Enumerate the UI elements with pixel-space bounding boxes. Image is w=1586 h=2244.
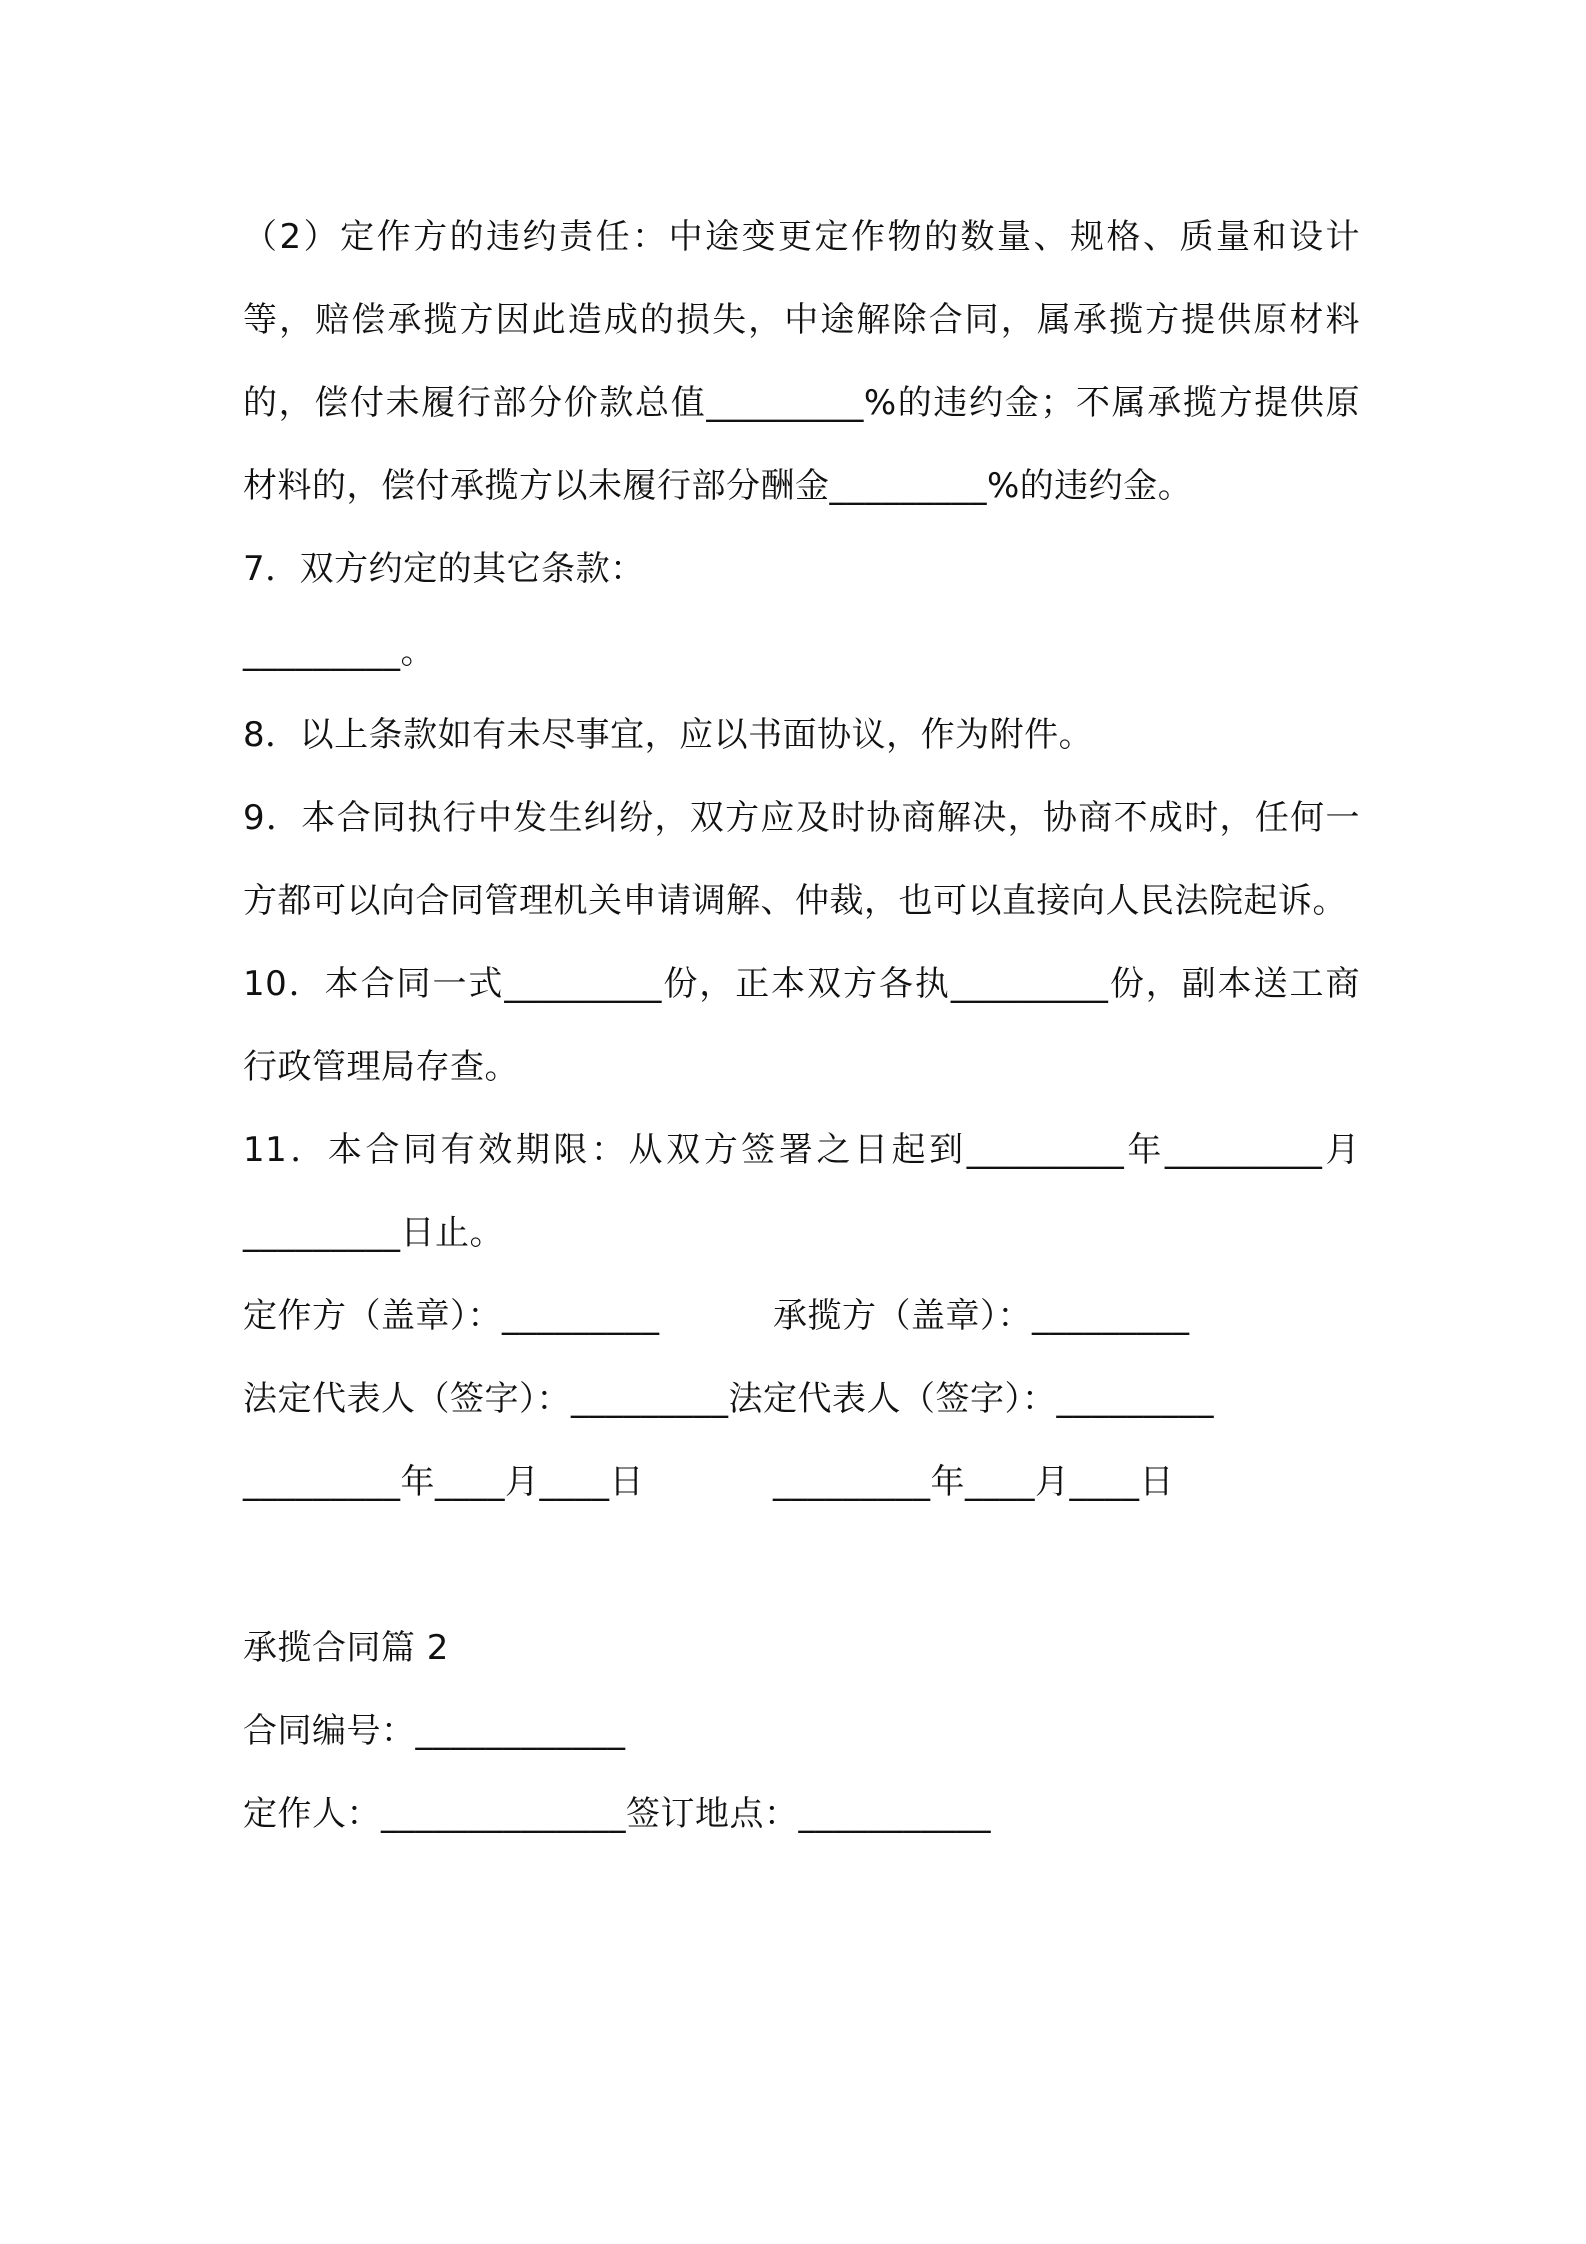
contractor-stamp-field: 承揽方（盖章）：_________ — [773, 1296, 1190, 1336]
signature-representative-row — [243, 1358, 1360, 1441]
clause-11-paragraph: 11．本合同有效期限：从双方签署之日起到_________年_________月_________日止。 — [243, 1130, 1360, 1253]
clause-7-heading: 7．双方约定的其它条款： — [243, 549, 645, 589]
client-and-signing-place-field: 定作人：______________签订地点：___________ — [243, 1794, 991, 1834]
contractor-representative-field: 法定代表人（签字）：_________ — [728, 1379, 1214, 1419]
signature-date-row — [243, 1441, 1360, 1524]
contractor-date-field: _________年____月____日 — [773, 1462, 1174, 1502]
document-body — [243, 196, 1360, 1856]
clause-9-paragraph: 9．本合同执行中发生纠纷，双方应及时协商解决，协商不成时，任何一方都可以向合同管理机关申请调解、仲裁，也可以直接向人民法院起诉。 — [243, 798, 1360, 921]
section-2-title: 承揽合同篇 2 — [243, 1628, 449, 1668]
clause-10-paragraph: 10．本合同一式_________份，正本双方各执_________份，副本送工商行政管理局存查。 — [243, 964, 1360, 1087]
contract-number-field: 合同编号：____________ — [243, 1711, 626, 1751]
clause-8-paragraph: 8．以上条款如有未尽事宜，应以书面协议，作为附件。 — [243, 715, 1094, 755]
clause-6-2-paragraph: （2）定作方的违约责任：中途变更定作物的数量、规格、质量和设计等，赔偿承揽方因此造成的损失，中途解除合同，属承揽方提供原材料的，偿付未履行部分价款总值_________%的违约金；不属承揽方提供原材料的，偿付承揽方以未履行部分酬金_________%的违约金。 — [243, 217, 1360, 506]
clause-7-blank: _________。 — [243, 632, 435, 672]
signature-stamp-row — [243, 1275, 1360, 1358]
client-date-field: _________年____月____日 — [243, 1462, 644, 1502]
client-representative-field: 法定代表人（签字）：_________ — [243, 1379, 729, 1419]
section-spacer — [243, 1524, 1360, 1607]
client-stamp-field: 定作方（盖章）：_________ — [243, 1296, 660, 1336]
